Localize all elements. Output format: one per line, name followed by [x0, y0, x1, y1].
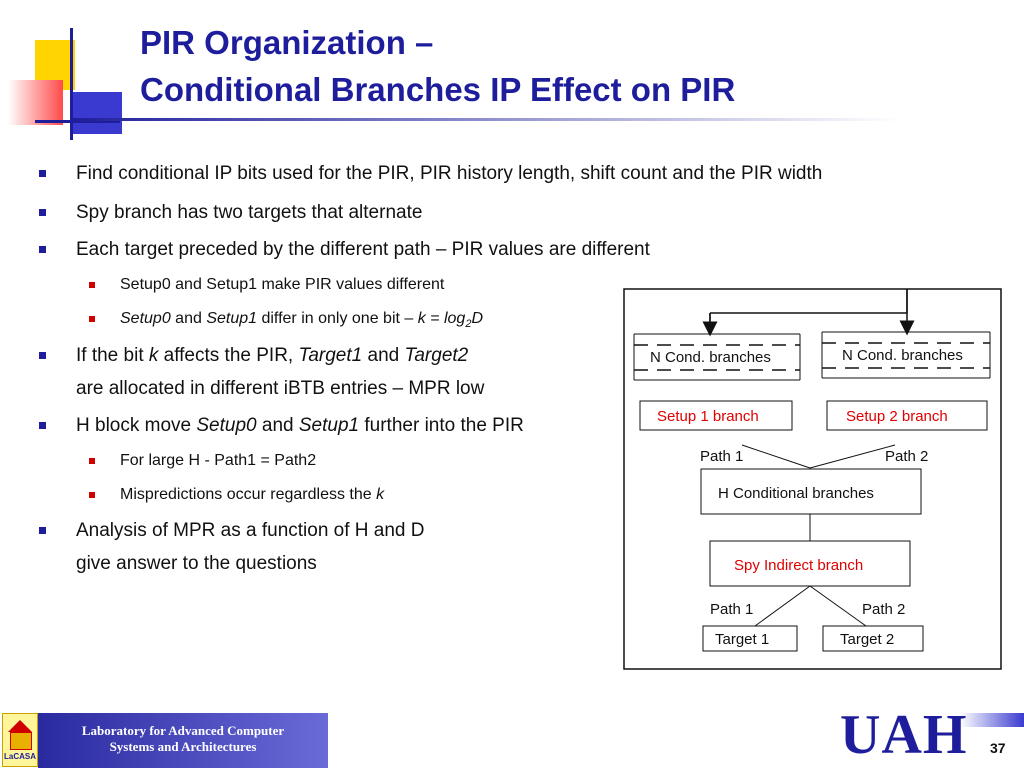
path1-bottom-line	[755, 586, 810, 626]
hcond-label: H Conditional branches	[718, 485, 874, 502]
subbullet-mispredictions: Mispredictions occur regardless the k	[120, 485, 384, 505]
house-icon	[8, 720, 32, 732]
bullet-spy-branch: Spy branch has two targets that alternate	[76, 201, 422, 224]
lacasa-logo-text: LaCASA	[3, 752, 36, 761]
lacasa-logo	[2, 713, 38, 767]
target2-label: Target 2	[840, 631, 895, 648]
bullet-if-bit-k: If the bit k affects the PIR, Target1 and Target2	[76, 344, 468, 367]
path1-top-label: Path 1	[700, 448, 744, 465]
target1-label: Target 1	[715, 631, 770, 648]
path2-bottom-line	[810, 586, 866, 626]
bullet-if-bit-k-line2: are allocated in different iBTB entries – MPR low	[76, 378, 485, 399]
subbullet-setup-values: Setup0 and Setup1 make PIR values different	[120, 275, 444, 295]
bullet-analysis-mpr-line2: give answer to the questions	[76, 553, 317, 574]
subbullet-setup-differ: Setup0 and Setup1 differ in only one bit – $k = \log_2D$	[120, 309, 483, 334]
path2-bottom-label: Path 2	[862, 601, 906, 618]
setup1-label: Setup 1 branch	[657, 408, 759, 425]
ncond-block-right	[822, 332, 990, 378]
ncond-block-left	[634, 334, 800, 380]
footer-right-band	[960, 713, 1024, 727]
spy-label: Spy Indirect branch	[734, 557, 864, 574]
page-number: 37	[990, 740, 1006, 756]
path2-top-label: Path 2	[885, 448, 929, 465]
path2-top-line	[810, 445, 895, 468]
bullet-analysis-mpr: Analysis of MPR as a function of H and D	[76, 519, 425, 542]
slide-title-line2: Conditional Branches IP Effect on PIR	[140, 71, 736, 108]
ncond-left-label: N Cond. branches	[650, 349, 771, 366]
bullet-each-target: Each target preceded by the different path – PIR values are different	[76, 238, 650, 261]
lab-name-line2: Systems and Architectures	[109, 739, 257, 754]
loop-arrow-left	[710, 289, 907, 331]
path1-bottom-label: Path 1	[710, 601, 754, 618]
slide-title-line1: PIR Organization –	[140, 24, 434, 61]
ncond-right-label: N Cond. branches	[842, 347, 963, 364]
setup2-label: Setup 2 branch	[846, 408, 948, 425]
subbullet-large-h: For large H - Path1 = Path2	[120, 451, 316, 471]
lab-banner	[38, 713, 328, 768]
bullet-h-block-move: H block move Setup0 and Setup1 further into the PIR	[76, 414, 524, 437]
bullet-find-ip-bits: Find conditional IP bits used for the PIR, PIR history length, shift count and the PIR width	[76, 162, 822, 185]
uah-logo: UAH	[840, 704, 968, 766]
lab-name-line1: Laboratory for Advanced Computer	[81, 723, 285, 738]
path1-top-line	[742, 445, 810, 468]
